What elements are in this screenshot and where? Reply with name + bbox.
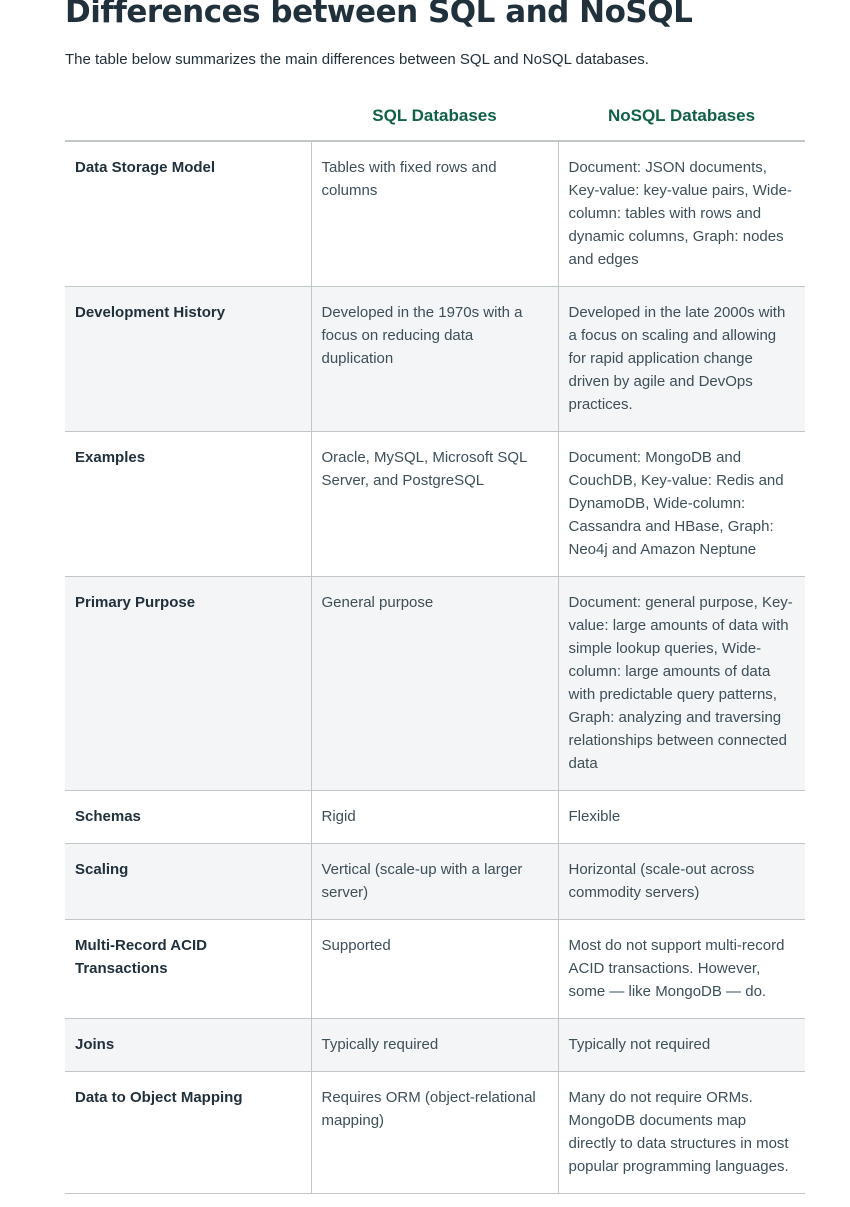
sql-cell: Typically required [311,1019,558,1072]
sql-cell: Vertical (scale-up with a larger server) [311,844,558,920]
row-label: Examples [65,432,311,577]
page-title: Differences between SQL and NoSQL [65,0,693,30]
header-cell-sql: SQL Databases [311,91,558,141]
header-cell-empty [65,91,311,141]
table-row [65,141,805,287]
table-row [65,287,805,432]
row-label: Data Storage Model [65,141,311,287]
sql-cell: Oracle, MySQL, Microsoft SQL Server, and PostgreSQL [311,432,558,577]
row-label: Scaling [65,844,311,920]
sql-cell: Supported [311,920,558,1019]
nosql-cell: Typically not required [558,1019,805,1072]
nosql-cell: Most do not support multi-record ACID transactions. However, some — like MongoDB — do. [558,920,805,1019]
row-label: Development History [65,287,311,432]
sql-cell: General purpose [311,577,558,791]
nosql-cell: Document: general purpose, Key-value: large amounts of data with simple lookup queries, Wide-column: large amounts of data with predictable query patterns, Graph: analyzing and traversing relationships between connected data [558,577,805,791]
table-header-row [65,91,805,141]
table-row [65,791,805,844]
row-label: Multi-Record ACID Transactions [65,920,311,1019]
nosql-cell: Horizontal (scale-out across commodity servers) [558,844,805,920]
sql-cell: Developed in the 1970s with a focus on reducing data duplication [311,287,558,432]
nosql-cell: Document: JSON documents, Key-value: key-value pairs, Wide-column: tables with rows and dynamic columns, Graph: nodes and edges [558,141,805,287]
sql-cell: Rigid [311,791,558,844]
table-row [65,577,805,791]
table-row [65,1072,805,1194]
header-cell-nosql: NoSQL Databases [558,91,805,141]
sql-cell: Requires ORM (object-relational mapping) [311,1072,558,1194]
table-row [65,920,805,1019]
table-row [65,432,805,577]
nosql-cell: Flexible [558,791,805,844]
nosql-cell: Many do not require ORMs. MongoDB documents map directly to data structures in most popular programming languages. [558,1072,805,1194]
row-label: Data to Object Mapping [65,1072,311,1194]
nosql-cell: Developed in the late 2000s with a focus on scaling and allowing for rapid application change driven by agile and DevOps practices. [558,287,805,432]
table-row [65,1019,805,1072]
intro-paragraph: The table below summarizes the main differences between SQL and NoSQL databases. [65,51,649,68]
nosql-cell: Document: MongoDB and CouchDB, Key-value: Redis and DynamoDB, Wide-column: Cassandra and HBase, Graph: Neo4j and Amazon Neptune [558,432,805,577]
sql-cell: Tables with fixed rows and columns [311,141,558,287]
row-label: Primary Purpose [65,577,311,791]
comparison-table [65,91,805,1194]
row-label: Schemas [65,791,311,844]
row-label: Joins [65,1019,311,1072]
table-row [65,844,805,920]
